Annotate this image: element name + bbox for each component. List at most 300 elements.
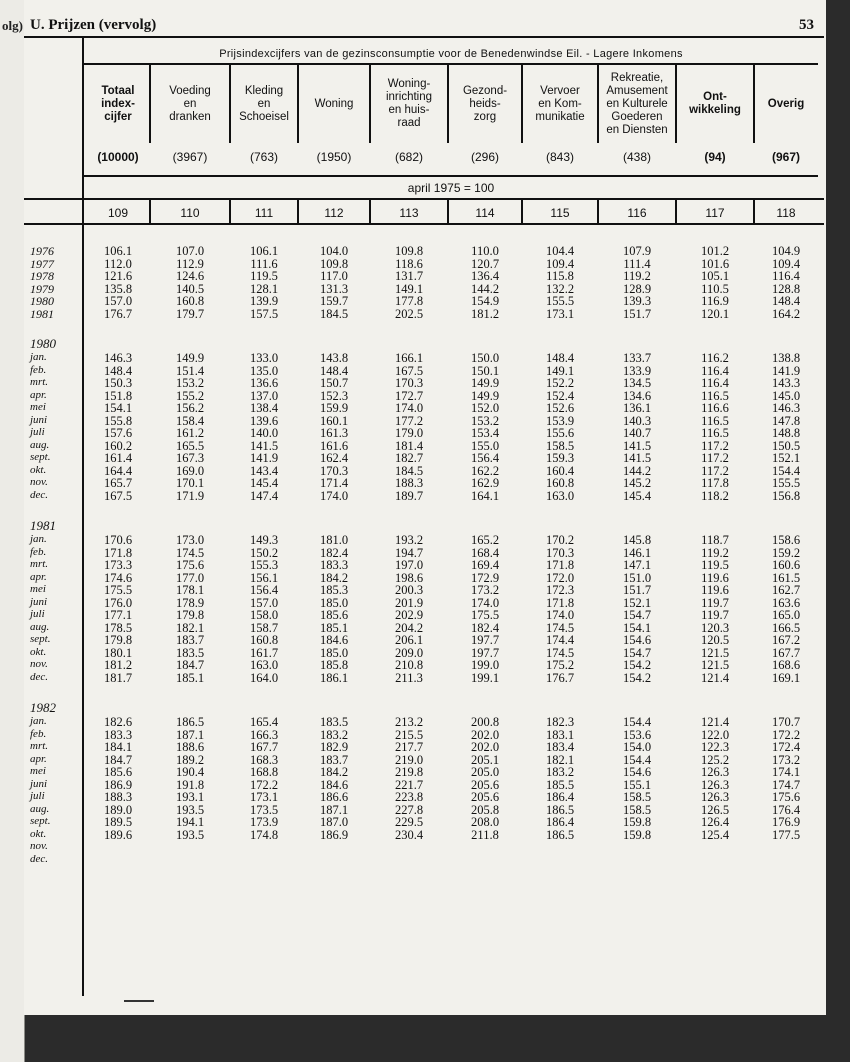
table-cell: 150.5 (771, 438, 801, 453)
year-heading: 1980 (30, 336, 56, 351)
table-cell: 159.3 (545, 451, 575, 465)
table-cell: 174.6 (103, 570, 133, 585)
table-cell: 183.7 (319, 752, 349, 767)
table-cell: 174.5 (545, 620, 575, 635)
table-cell: 122.3 (700, 740, 730, 754)
table-cell: 200.8 (470, 715, 500, 729)
table-cell: 126.3 (700, 765, 730, 779)
table-cell: 165.4 (249, 715, 279, 729)
table-cell: 189.5 (103, 815, 133, 829)
table-cell: 117.2 (701, 438, 729, 453)
table-cell: 117.8 (701, 476, 729, 490)
table-cell: 143.8 (319, 351, 349, 365)
table-cell: 141.5 (622, 451, 652, 465)
table-cell: 122.0 (700, 727, 730, 742)
table-cell: 183.2 (319, 727, 349, 742)
column-number: 111 (254, 206, 274, 220)
table-cell: 155.0 (470, 438, 500, 453)
column-weight: (3967) (172, 150, 208, 164)
table-cell: 152.0 (470, 401, 500, 415)
table-cell: 170.3 (394, 376, 424, 390)
table-cell: 185.3 (319, 583, 349, 597)
row-label: juli (30, 426, 45, 438)
table-cell: 119.7 (701, 595, 729, 610)
row-label: mrt. (30, 740, 49, 752)
table-cell: 140.3 (622, 413, 652, 428)
table-cell: 160.2 (103, 438, 133, 453)
table-cell: 168.8 (249, 765, 279, 779)
row-label: 1980 (30, 294, 54, 308)
table-cell: 160.6 (771, 558, 801, 572)
table-cell: 199.1 (470, 670, 500, 685)
table-cell: 167.5 (394, 363, 424, 378)
table-cell: 147.8 (771, 413, 801, 428)
table-cell: 171.4 (319, 476, 349, 490)
table-cell: 126.3 (700, 790, 730, 804)
row-label: mei (30, 765, 46, 777)
table-cell: 136.4 (470, 269, 500, 283)
table-cell: 177.2 (394, 413, 424, 428)
table-cell: 151.7 (622, 306, 652, 321)
page-number: 53 (799, 17, 814, 33)
table-cell: 110.5 (701, 281, 729, 296)
table-cell: 171.8 (103, 545, 133, 560)
table-cell: 174.4 (545, 633, 575, 647)
table-cell: 179.8 (175, 608, 205, 622)
table-cell: 116.4 (772, 269, 800, 283)
table-cell: 173.2 (771, 752, 801, 767)
table-cell: 166.5 (771, 620, 801, 635)
table-cell: 174.5 (545, 645, 575, 660)
table-cell: 160.8 (545, 476, 575, 490)
column-header: Ont- wikkeling (689, 91, 741, 116)
table-cell: 171.9 (175, 488, 205, 503)
table-cell: 153.6 (622, 727, 652, 742)
table-cell: 182.6 (103, 715, 133, 729)
table-cell: 215.5 (394, 727, 424, 742)
table-cell: 182.1 (545, 752, 575, 767)
table-cell: 155.6 (545, 426, 575, 440)
table-cell: 188.6 (175, 740, 205, 754)
table-cell: 146.3 (771, 401, 801, 415)
row-label: juni (30, 777, 48, 790)
table-cell: 121.6 (103, 269, 133, 283)
table-cell: 154.7 (622, 645, 652, 660)
table-cell: 139.3 (622, 294, 652, 308)
table-cell: 206.1 (394, 633, 424, 647)
column-weight: (967) (771, 150, 800, 164)
table-cell: 161.2 (175, 426, 205, 440)
column-header: Gezond- heids- zorg (462, 84, 508, 123)
column-weight: (296) (470, 150, 499, 164)
table-cell: 209.0 (394, 645, 424, 660)
table-cell: 176.7 (103, 306, 133, 321)
table-cell: 128.8 (771, 281, 801, 296)
table-cell: 177.5 (771, 827, 801, 842)
column-header: Vervoer en Kom- munikatie (535, 84, 585, 123)
table-cell: 205.8 (470, 802, 500, 817)
row-label: jan. (30, 715, 47, 727)
table-cell: 202.5 (394, 306, 424, 321)
table-cell: 172.9 (470, 570, 500, 585)
table-cell: 138.8 (771, 351, 801, 365)
table-cell: 183.5 (319, 715, 349, 729)
column-number: 117 (705, 206, 725, 220)
table-cell: 141.9 (771, 363, 801, 378)
table-cell: 181.2 (103, 658, 133, 672)
table-cell: 186.4 (545, 790, 575, 804)
table-cell: 152.1 (622, 595, 652, 610)
table-cell: 185.1 (319, 620, 349, 635)
table-cell: 165.2 (470, 533, 500, 547)
table-cell: 170.7 (771, 715, 801, 729)
table-cell: 183.1 (545, 727, 575, 742)
table-cell: 227.8 (394, 802, 424, 817)
table-cell: 182.1 (175, 620, 205, 635)
table-cell: 178.5 (103, 620, 133, 635)
table-cell: 185.1 (175, 670, 205, 685)
table-cell: 150.0 (470, 351, 500, 365)
column-weight: (438) (622, 150, 651, 164)
table-cell: 154.9 (470, 294, 500, 308)
table-cell: 184.5 (319, 306, 349, 321)
table-cell: 128.1 (249, 281, 279, 296)
column-number: 116 (627, 206, 647, 220)
table-cell: 179.7 (175, 306, 205, 321)
table-cell: 186.1 (319, 670, 349, 685)
table-cell: 181.7 (103, 670, 133, 685)
table-cell: 117.2 (701, 463, 729, 478)
header-rule (24, 36, 824, 38)
colnum-rule-bottom (24, 223, 824, 225)
table-cell: 148.4 (319, 363, 349, 378)
table-cell: 183.5 (175, 645, 205, 660)
table-cell: 172.3 (545, 583, 575, 597)
table-cell: 182.4 (319, 545, 349, 560)
table-cell: 150.2 (249, 545, 279, 560)
table-cell: 107.0 (175, 244, 205, 258)
table-cell: 173.0 (175, 533, 205, 547)
table-cell: 187.1 (319, 802, 349, 817)
table-cell: 152.4 (545, 388, 575, 403)
table-cell: 164.0 (249, 670, 279, 685)
table-cell: 116.5 (701, 426, 729, 440)
table-cell: 158.5 (545, 438, 575, 453)
table-cell: 184.5 (394, 463, 424, 478)
table-cell: 172.4 (771, 740, 801, 754)
table-cell: 157.0 (249, 595, 279, 610)
table-cell: 106.1 (103, 244, 133, 258)
table-cell: 109.8 (394, 244, 424, 258)
table-cell: 202.0 (470, 727, 500, 742)
table-cell: 116.5 (701, 388, 729, 403)
table-cell: 140.7 (622, 426, 652, 440)
table-cell: 158.5 (622, 802, 652, 817)
row-label: okt. (30, 827, 47, 840)
table-cell: 107.9 (622, 244, 652, 258)
table-cell: 202.9 (394, 608, 424, 622)
row-label: nov. (30, 476, 48, 488)
table-cell: 121.5 (700, 658, 730, 672)
table-cell: 109.8 (319, 256, 349, 271)
table-cell: 181.4 (394, 438, 424, 453)
table-cell: 163.0 (545, 488, 575, 503)
row-label: aug. (30, 438, 50, 451)
table-cell: 161.7 (249, 645, 279, 660)
table-cell: 194.1 (175, 815, 205, 829)
table-cell: 149.9 (470, 388, 500, 403)
column-header: Overig (767, 97, 805, 110)
table-cell: 161.6 (319, 438, 349, 453)
table-cell: 183.4 (545, 740, 575, 754)
table-cell: 200.3 (394, 583, 424, 597)
table-cell: 155.2 (175, 388, 205, 403)
row-label: mei (30, 583, 46, 595)
table-cell: 138.4 (249, 401, 279, 415)
document-page (24, 0, 826, 1015)
table-cell: 179.8 (103, 633, 133, 647)
row-label: mei (30, 401, 46, 413)
table-cell: 167.7 (771, 645, 801, 660)
table-cell: 167.7 (249, 740, 279, 754)
table-cell: 105.1 (700, 269, 730, 283)
row-label: apr. (30, 388, 47, 401)
table-cell: 154.2 (622, 670, 652, 685)
table-cell: 184.1 (103, 740, 133, 754)
table-cell: 148.4 (103, 363, 133, 378)
table-cell: 150.1 (470, 363, 500, 378)
table-cell: 184.6 (319, 777, 349, 792)
base-period-note: april 1975 = 100 (407, 181, 495, 195)
table-cell: 171.8 (545, 558, 575, 572)
row-label: okt. (30, 645, 47, 658)
adjacent-page-title-fragment: olg) (2, 18, 23, 33)
row-label: feb. (30, 545, 47, 558)
table-cell: 175.6 (175, 558, 205, 572)
row-label: dec. (30, 488, 49, 501)
table-cell: 173.9 (249, 815, 279, 829)
table-cell: 116.4 (701, 363, 729, 378)
table-cell: 172.0 (545, 570, 575, 585)
table-cell: 189.6 (103, 827, 133, 842)
table-cell: 111.4 (623, 256, 651, 271)
table-cell: 154.4 (622, 715, 652, 729)
table-cell: 145.4 (622, 488, 652, 503)
table-cell: 181.2 (470, 306, 500, 321)
table-cell: 134.6 (622, 388, 652, 403)
table-cell: 156.2 (175, 401, 205, 415)
table-cell: 160.8 (249, 633, 279, 647)
table-cell: 193.2 (394, 533, 424, 547)
table-cell: 164.1 (470, 488, 500, 503)
table-cell: 167.5 (103, 488, 133, 503)
table-cell: 183.7 (175, 633, 205, 647)
table-cell: 154.6 (622, 633, 652, 647)
table-cell: 146.3 (103, 351, 133, 365)
table-cell: 118.7 (701, 533, 729, 547)
table-cell: 184.7 (103, 752, 133, 767)
table-cell: 160.1 (319, 413, 349, 428)
table-cell: 159.8 (622, 815, 652, 829)
row-label: jan. (30, 351, 47, 363)
column-header: Totaal index- cijfer (101, 84, 135, 123)
column-header: Kleding en Schoeisel (239, 84, 289, 123)
table-cell: 165.0 (771, 608, 801, 622)
table-cell: 183.3 (319, 558, 349, 572)
table-cell: 213.2 (394, 715, 424, 729)
table-cell: 154.1 (103, 401, 133, 415)
table-cell: 186.5 (545, 802, 575, 817)
table-cell: 136.6 (249, 376, 279, 390)
row-label: juni (30, 413, 48, 426)
table-cell: 159.2 (771, 545, 801, 560)
table-cell: 184.2 (319, 570, 349, 585)
row-label: jan. (30, 533, 47, 545)
table-cell: 177.0 (175, 570, 205, 585)
table-cell: 229.5 (394, 815, 424, 829)
table-cell: 120.7 (470, 256, 500, 271)
label-column-rule (82, 36, 84, 996)
table-cell: 125.2 (700, 752, 730, 767)
table-cell: 121.4 (700, 715, 730, 729)
table-cell: 182.4 (470, 620, 500, 635)
table-cell: 175.6 (771, 790, 801, 804)
table-cell: 193.5 (175, 827, 205, 842)
table-cell: 184.7 (175, 658, 205, 672)
table-cell: 151.0 (622, 570, 652, 585)
table-cell: 146.1 (622, 545, 652, 560)
table-cell: 152.3 (319, 388, 349, 403)
table-cell: 175.5 (103, 583, 133, 597)
table-cell: 117.2 (701, 451, 729, 465)
table-cell: 174.5 (175, 545, 205, 560)
row-label: apr. (30, 752, 47, 765)
column-weight: (10000) (97, 150, 139, 164)
table-cell: 153.9 (545, 413, 575, 428)
table-cell: 185.0 (319, 595, 349, 610)
table-cell: 174.0 (394, 401, 424, 415)
table-cell: 124.6 (175, 269, 205, 283)
table-cell: 219.8 (394, 765, 424, 779)
table-cell: 176.0 (103, 595, 133, 610)
table-cell: 158.7 (249, 620, 279, 635)
table-cell: 199.0 (470, 658, 500, 672)
table-cell: 116.5 (701, 413, 729, 428)
column-number: 110 (180, 206, 200, 220)
table-cell: 193.1 (175, 790, 205, 804)
table-cell: 116.4 (701, 376, 729, 390)
table-cell: 154.6 (622, 765, 652, 779)
table-cell: 162.2 (470, 463, 500, 478)
table-cell: 119.5 (250, 269, 278, 283)
table-cell: 109.4 (545, 256, 575, 271)
table-cell: 149.1 (394, 281, 424, 296)
table-cell: 205.1 (470, 752, 500, 767)
column-weight: (843) (545, 150, 574, 164)
table-cell: 156.8 (771, 488, 801, 503)
table-cell: 163.6 (771, 595, 801, 610)
table-cell: 155.5 (545, 294, 575, 308)
table-cell: 155.1 (622, 777, 652, 792)
table-cell: 139.9 (249, 294, 279, 308)
table-cell: 208.0 (470, 815, 500, 829)
table-cell: 173.1 (249, 790, 279, 804)
table-cell: 185.6 (319, 608, 349, 622)
table-cell: 162.9 (470, 476, 500, 490)
table-cell: 120.3 (700, 620, 730, 635)
table-cell: 158.5 (622, 790, 652, 804)
table-cell: 173.2 (470, 583, 500, 597)
row-label: feb. (30, 727, 47, 740)
superheading-rule (84, 63, 818, 65)
table-cell: 205.6 (470, 790, 500, 804)
table-cell: 175.5 (470, 608, 500, 622)
table-cell: 174.0 (470, 595, 500, 610)
table-cell: 165.5 (175, 438, 205, 453)
table-cell: 211.3 (395, 670, 423, 685)
table-cell: 188.3 (394, 476, 424, 490)
table-cell: 205.0 (470, 765, 500, 779)
column-weight: (682) (394, 150, 423, 164)
colnum-rule-top (24, 198, 824, 200)
table-cell: 158.0 (249, 608, 279, 622)
section-title: U. Prijzen (vervolg) (30, 17, 157, 33)
table-cell: 197.7 (470, 645, 500, 660)
table-cell: 104.4 (545, 244, 575, 258)
table-cell: 221.7 (394, 777, 424, 792)
column-header: Voeding en dranken (169, 84, 211, 123)
table-cell: 167.2 (771, 633, 801, 647)
table-cell: 172.2 (771, 727, 801, 742)
table-cell: 101.2 (700, 244, 730, 258)
table-cell: 157.6 (103, 426, 133, 440)
column-weight: (94) (704, 150, 726, 164)
table-cell: 173.5 (249, 802, 279, 817)
table-cell: 177.1 (103, 608, 133, 622)
table-cell: 161.4 (103, 451, 133, 465)
table-cell: 156.4 (470, 451, 500, 465)
row-label: nov. (30, 840, 48, 852)
table-cell: 162.4 (319, 451, 349, 465)
table-cell: 116.6 (701, 401, 729, 415)
table-cell: 156.4 (249, 583, 279, 597)
table-cell: 161.3 (319, 426, 349, 440)
table-cell: 115.8 (546, 269, 574, 283)
table-cell: 165.7 (103, 476, 133, 490)
table-cell: 185.6 (103, 765, 133, 779)
baseline-rule (84, 175, 818, 177)
table-cell: 197.0 (394, 558, 424, 572)
table-cell: 185.5 (545, 777, 575, 792)
table-cell: 150.7 (319, 376, 349, 390)
table-cell: 181.0 (319, 533, 349, 547)
table-cell: 131.3 (319, 281, 349, 296)
table-cell: 132.2 (545, 281, 575, 296)
table-cell: 119.6 (701, 583, 729, 597)
table-cell: 173.1 (545, 306, 575, 321)
table-cell: 170.3 (545, 545, 575, 560)
table-cell: 126.5 (700, 802, 730, 817)
table-cell: 155.8 (103, 413, 133, 428)
column-number: 114 (475, 206, 495, 220)
table-cell: 140.0 (249, 426, 279, 440)
table-cell: 173.3 (103, 558, 133, 572)
table-cell: 176.9 (771, 815, 801, 829)
table-cell: 145.0 (771, 388, 801, 403)
table-cell: 141.5 (249, 438, 279, 453)
table-cell: 149.3 (249, 533, 279, 547)
table-cell: 112.0 (104, 256, 132, 271)
